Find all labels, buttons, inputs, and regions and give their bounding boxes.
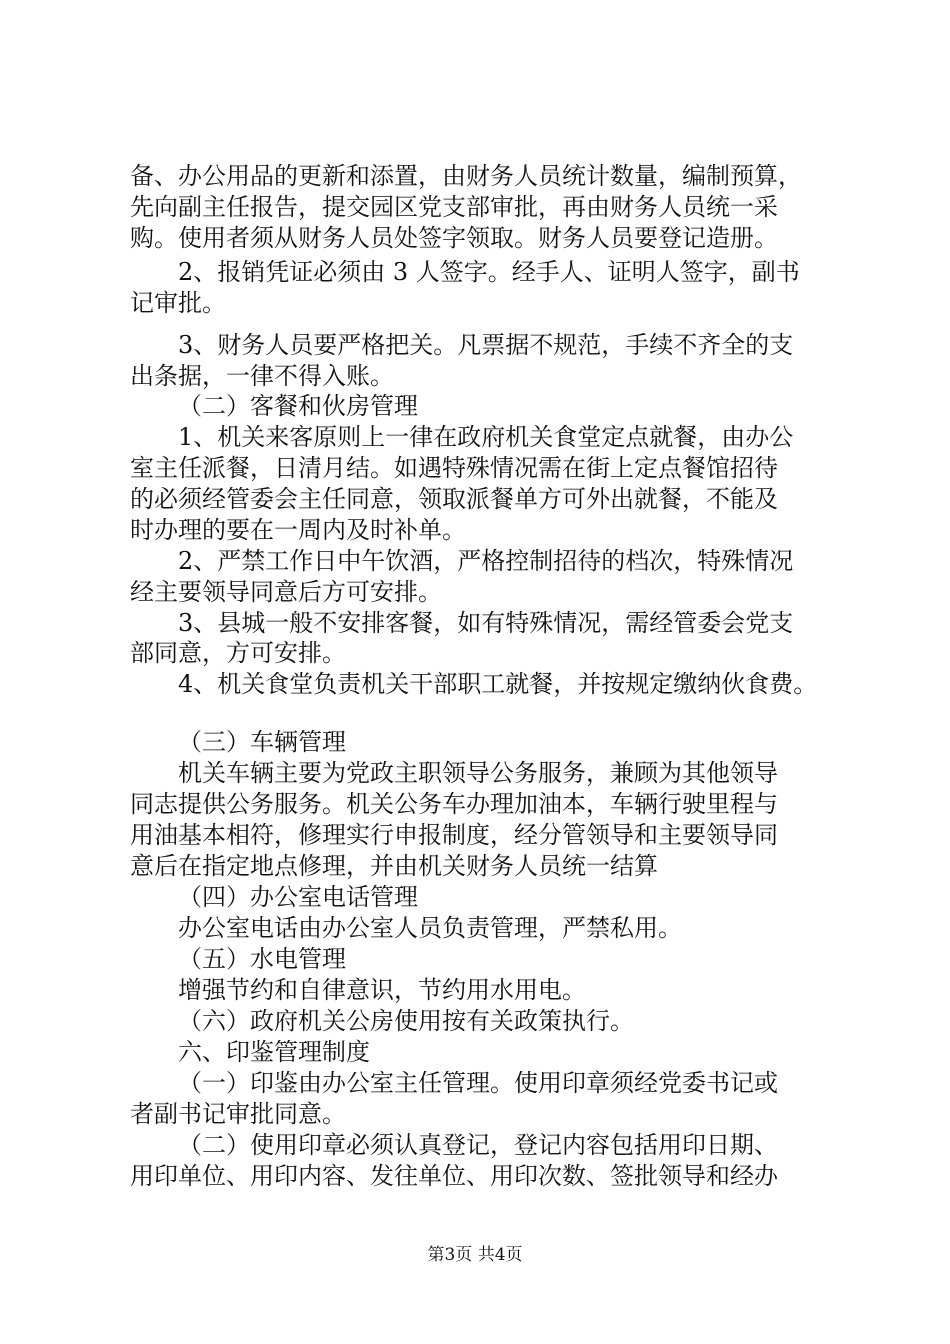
text-line: 出条据，一律不得入账。 (130, 362, 394, 390)
text-line: 办公室电话由办公室人员负责管理，严禁私用。 (178, 914, 682, 942)
text-line: 的必须经管委会主任同意，领取派餐单方可外出就餐，不能及 (130, 485, 778, 513)
text-line: 时办理的要在一周内及时补单。 (130, 516, 466, 544)
text-line: （一）印鉴由办公室主任管理。使用印章须经党委书记或 (178, 1069, 778, 1097)
text-line: 购。使用者须从财务人员处签字领取。财务人员要登记造册。 (130, 224, 778, 252)
section-heading: （五）水电管理 (178, 945, 346, 973)
section-heading: 六、印鉴管理制度 (178, 1038, 370, 1066)
text-line: 2、报销凭证必须由 3 人签字。经手人、证明人签字，副书 (178, 258, 800, 286)
text-line: 同志提供公务服务。机关公务车办理加油本，车辆行驶里程与 (130, 790, 778, 818)
section-heading: （六）政府机关公房使用按有关政策执行。 (178, 1007, 634, 1035)
text-line: 意后在指定地点修理，并由机关财务人员统一结算 (130, 852, 658, 880)
text-line: （二）使用印章必须认真登记，登记内容包括用印日期、 (178, 1131, 778, 1159)
text-line: 室主任派餐，日清月结。如遇特殊情况需在街上定点餐馆招待 (130, 454, 778, 482)
section-heading: （三）车辆管理 (178, 728, 346, 756)
text-line: 记审批。 (130, 289, 226, 317)
text-line: 经主要领导同意后方可安排。 (130, 578, 442, 606)
text-line: 2、严禁工作日中午饮酒，严格控制招待的档次，特殊情况 (178, 547, 794, 575)
page-number: 第3页 共4页 (427, 1245, 523, 1265)
text-line: 者副书记审批同意。 (130, 1100, 346, 1128)
text-line: 用印单位、用印内容、发往单位、用印次数、签批领导和经办 (130, 1162, 778, 1190)
section-heading: （四）办公室电话管理 (178, 883, 418, 911)
text-line: 备、办公用品的更新和添置，由财务人员统计数量，编制预算， (130, 162, 802, 190)
section-heading: （二）客餐和伙房管理 (178, 392, 418, 420)
text-line: 机关车辆主要为党政主职领导公务服务，兼顾为其他领导 (178, 759, 778, 787)
text-line: 部同意，方可安排。 (130, 639, 346, 667)
text-line: 1、机关来客原则上一律在政府机关食堂定点就餐，由办公 (178, 423, 794, 451)
text-line: 3、县城一般不安排客餐，如有特殊情况，需经管委会党支 (178, 609, 794, 637)
text-line: 先向副主任报告，提交园区党支部审批，再由财务人员统一采 (130, 193, 778, 221)
text-line: 增强节约和自律意识，节约用水用电。 (178, 976, 586, 1004)
text-line: 3、财务人员要严格把关。凡票据不规范，手续不齐全的支 (178, 331, 794, 359)
text-line: 用油基本相符，修理实行申报制度，经分管领导和主要领导同 (130, 821, 778, 849)
text-line: 4、机关食堂负责机关干部职工就餐，并按规定缴纳伙食费。 (178, 670, 818, 698)
